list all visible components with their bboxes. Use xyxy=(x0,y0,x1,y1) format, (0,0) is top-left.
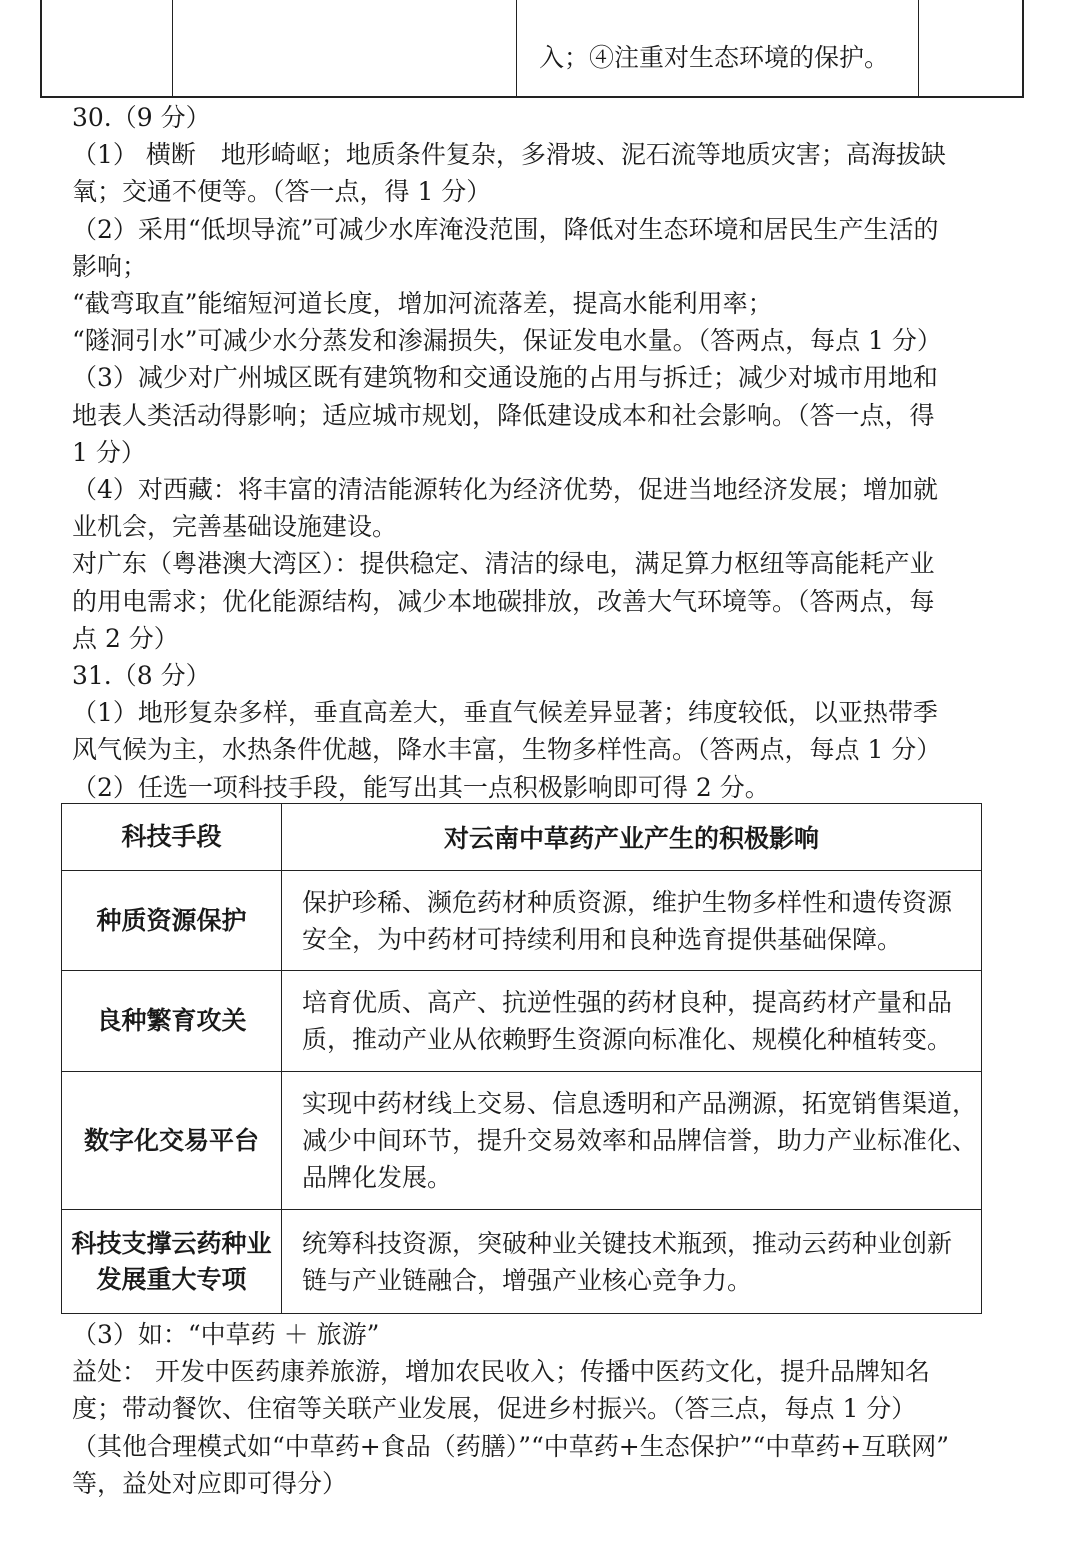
table-cell-text: 入；④注重对生态环境的保护。 xyxy=(517,0,919,96)
answer-line: （2）任选一项科技手段，能写出其一点积极影响即可得 2 分。 xyxy=(72,772,770,802)
tech-impact-cell xyxy=(281,1210,981,1314)
impact-line: 培育优质、高产、抗逆性强的药材良种，提高药材产量和品 xyxy=(301,988,952,1017)
table-row xyxy=(62,971,982,1072)
table-cell-empty xyxy=(919,0,1022,96)
impact-line: 质，推动产业从依赖野生资源向标准化、规模化种植转变。 xyxy=(301,1025,952,1054)
question-heading: 31.（8 分） xyxy=(72,661,211,691)
table-row xyxy=(62,1210,982,1314)
impact-line: 品牌化发展。 xyxy=(301,1163,452,1192)
answer-line: （4）对西藏：将丰富的清洁能源转化为经济优势，促进当地经济发展；增加就 xyxy=(72,475,938,505)
answer-line: 风气候为主，水热条件优越，降水丰富，生物多样性高。（答两点，每点 1 分） xyxy=(72,735,942,765)
section-30-31-text xyxy=(72,99,977,806)
answer-line: 度；带动餐饮、住宿等关联产业发展，促进乡村振兴。（答三点，每点 1 分） xyxy=(72,1394,917,1424)
answer-line: （2）采用“低坝导流”可减少水库淹没范围，降低对生态环境和居民生产生活的 xyxy=(72,214,939,244)
tech-means-cell: 数字化交易平台 xyxy=(62,1072,282,1210)
tech-impact-cell xyxy=(281,971,981,1072)
table-row xyxy=(62,871,982,971)
table-header-row xyxy=(62,804,982,871)
answer-line: 地表人类活动得影响；适应城市规划，降低建设成本和社会影响。（答一点，得 xyxy=(72,400,935,430)
table-header-impact: 对云南中草药产业产生的积极影响 xyxy=(281,804,981,871)
impact-line: 统筹科技资源，突破种业关键技术瓶颈，推动云药种业创新 xyxy=(301,1228,952,1258)
impact-line: 链与产业链融合，增强产业核心竞争力。 xyxy=(301,1265,752,1295)
answer-line: 等，益处对应即可得分） xyxy=(72,1468,348,1498)
table-header-means: 科技手段 xyxy=(62,804,282,871)
answer-line: （1） 横断 地形崎岖；地质条件复杂，多滑坡、泥石流等地质灾害；高海拔缺 xyxy=(72,140,946,170)
answer-line: （其他合理模式如“中草药+食品（药膳）”“中草药+生态保护”“中草药+互联网” xyxy=(72,1431,950,1461)
table-cell-empty xyxy=(173,0,517,96)
answer-line: 业机会，完善基础设施建设。 xyxy=(72,512,398,542)
tech-impact-cell xyxy=(281,871,981,971)
answer-line: （1）地形复杂多样，垂直高差大，垂直气候差异显著；纬度较低，以亚热带季 xyxy=(72,698,938,728)
question-heading: 30.（9 分） xyxy=(72,103,211,132)
answer-line: “截弯取直”能缩短河道长度，增加河流落差，提高水能利用率； xyxy=(72,289,773,319)
table-row xyxy=(62,1072,982,1210)
section-31-part3-text xyxy=(72,1316,977,1502)
tech-impact-table xyxy=(61,803,982,1314)
impact-line: 实现中药材线上交易、信息透明和产品溯源，拓宽销售渠道， xyxy=(301,1089,977,1118)
answer-line: 1 分） xyxy=(72,437,146,467)
tech-means-cell: 科技支撑云药种业发展重大专项 xyxy=(62,1210,282,1314)
answer-line: 益处： 开发中医药康养旅游，增加农民收入；传播中医药文化，提升品牌知名 xyxy=(72,1357,930,1387)
tech-means-cell: 种质资源保护 xyxy=(62,871,282,971)
answer-line: （3）减少对广州城区既有建筑物和交通设施的占用与拆迁；减少对城市用地和 xyxy=(72,363,938,393)
answer-line: （3）如：“中草药 ＋ 旅游” xyxy=(72,1320,380,1349)
answer-line: 氧；交通不便等。（答一点，得 1 分） xyxy=(72,177,492,207)
answer-line: 的用电需求；优化能源结构，减少本地碳排放，改善大气环境等。（答两点，每 xyxy=(72,586,935,616)
impact-line: 安全，为中药材可持续利用和良种选育提供基础保障。 xyxy=(301,924,902,954)
impact-line: 减少中间环节，提升交易效率和品牌信誉，助力产业标准化、 xyxy=(301,1126,977,1155)
tech-means-cell: 良种繁育攻关 xyxy=(62,971,282,1072)
answer-line: 对广东（粤港澳大湾区）：提供稳定、清洁的绿电，满足算力枢纽等高能耗产业 xyxy=(72,549,935,579)
table-cell-empty xyxy=(42,0,173,96)
answer-line: “隧洞引水”可减少水分蒸发和渗漏损失，保证发电水量。（答两点，每点 1 分） xyxy=(72,326,942,356)
answer-line: 点 2 分） xyxy=(72,623,179,653)
tech-impact-cell xyxy=(281,1072,981,1210)
impact-line: 保护珍稀、濒危药材种质资源，维护生物多样性和遗传资源 xyxy=(301,887,952,917)
answer-table-fragment xyxy=(40,0,1024,98)
answer-line: 影响； xyxy=(72,251,148,281)
